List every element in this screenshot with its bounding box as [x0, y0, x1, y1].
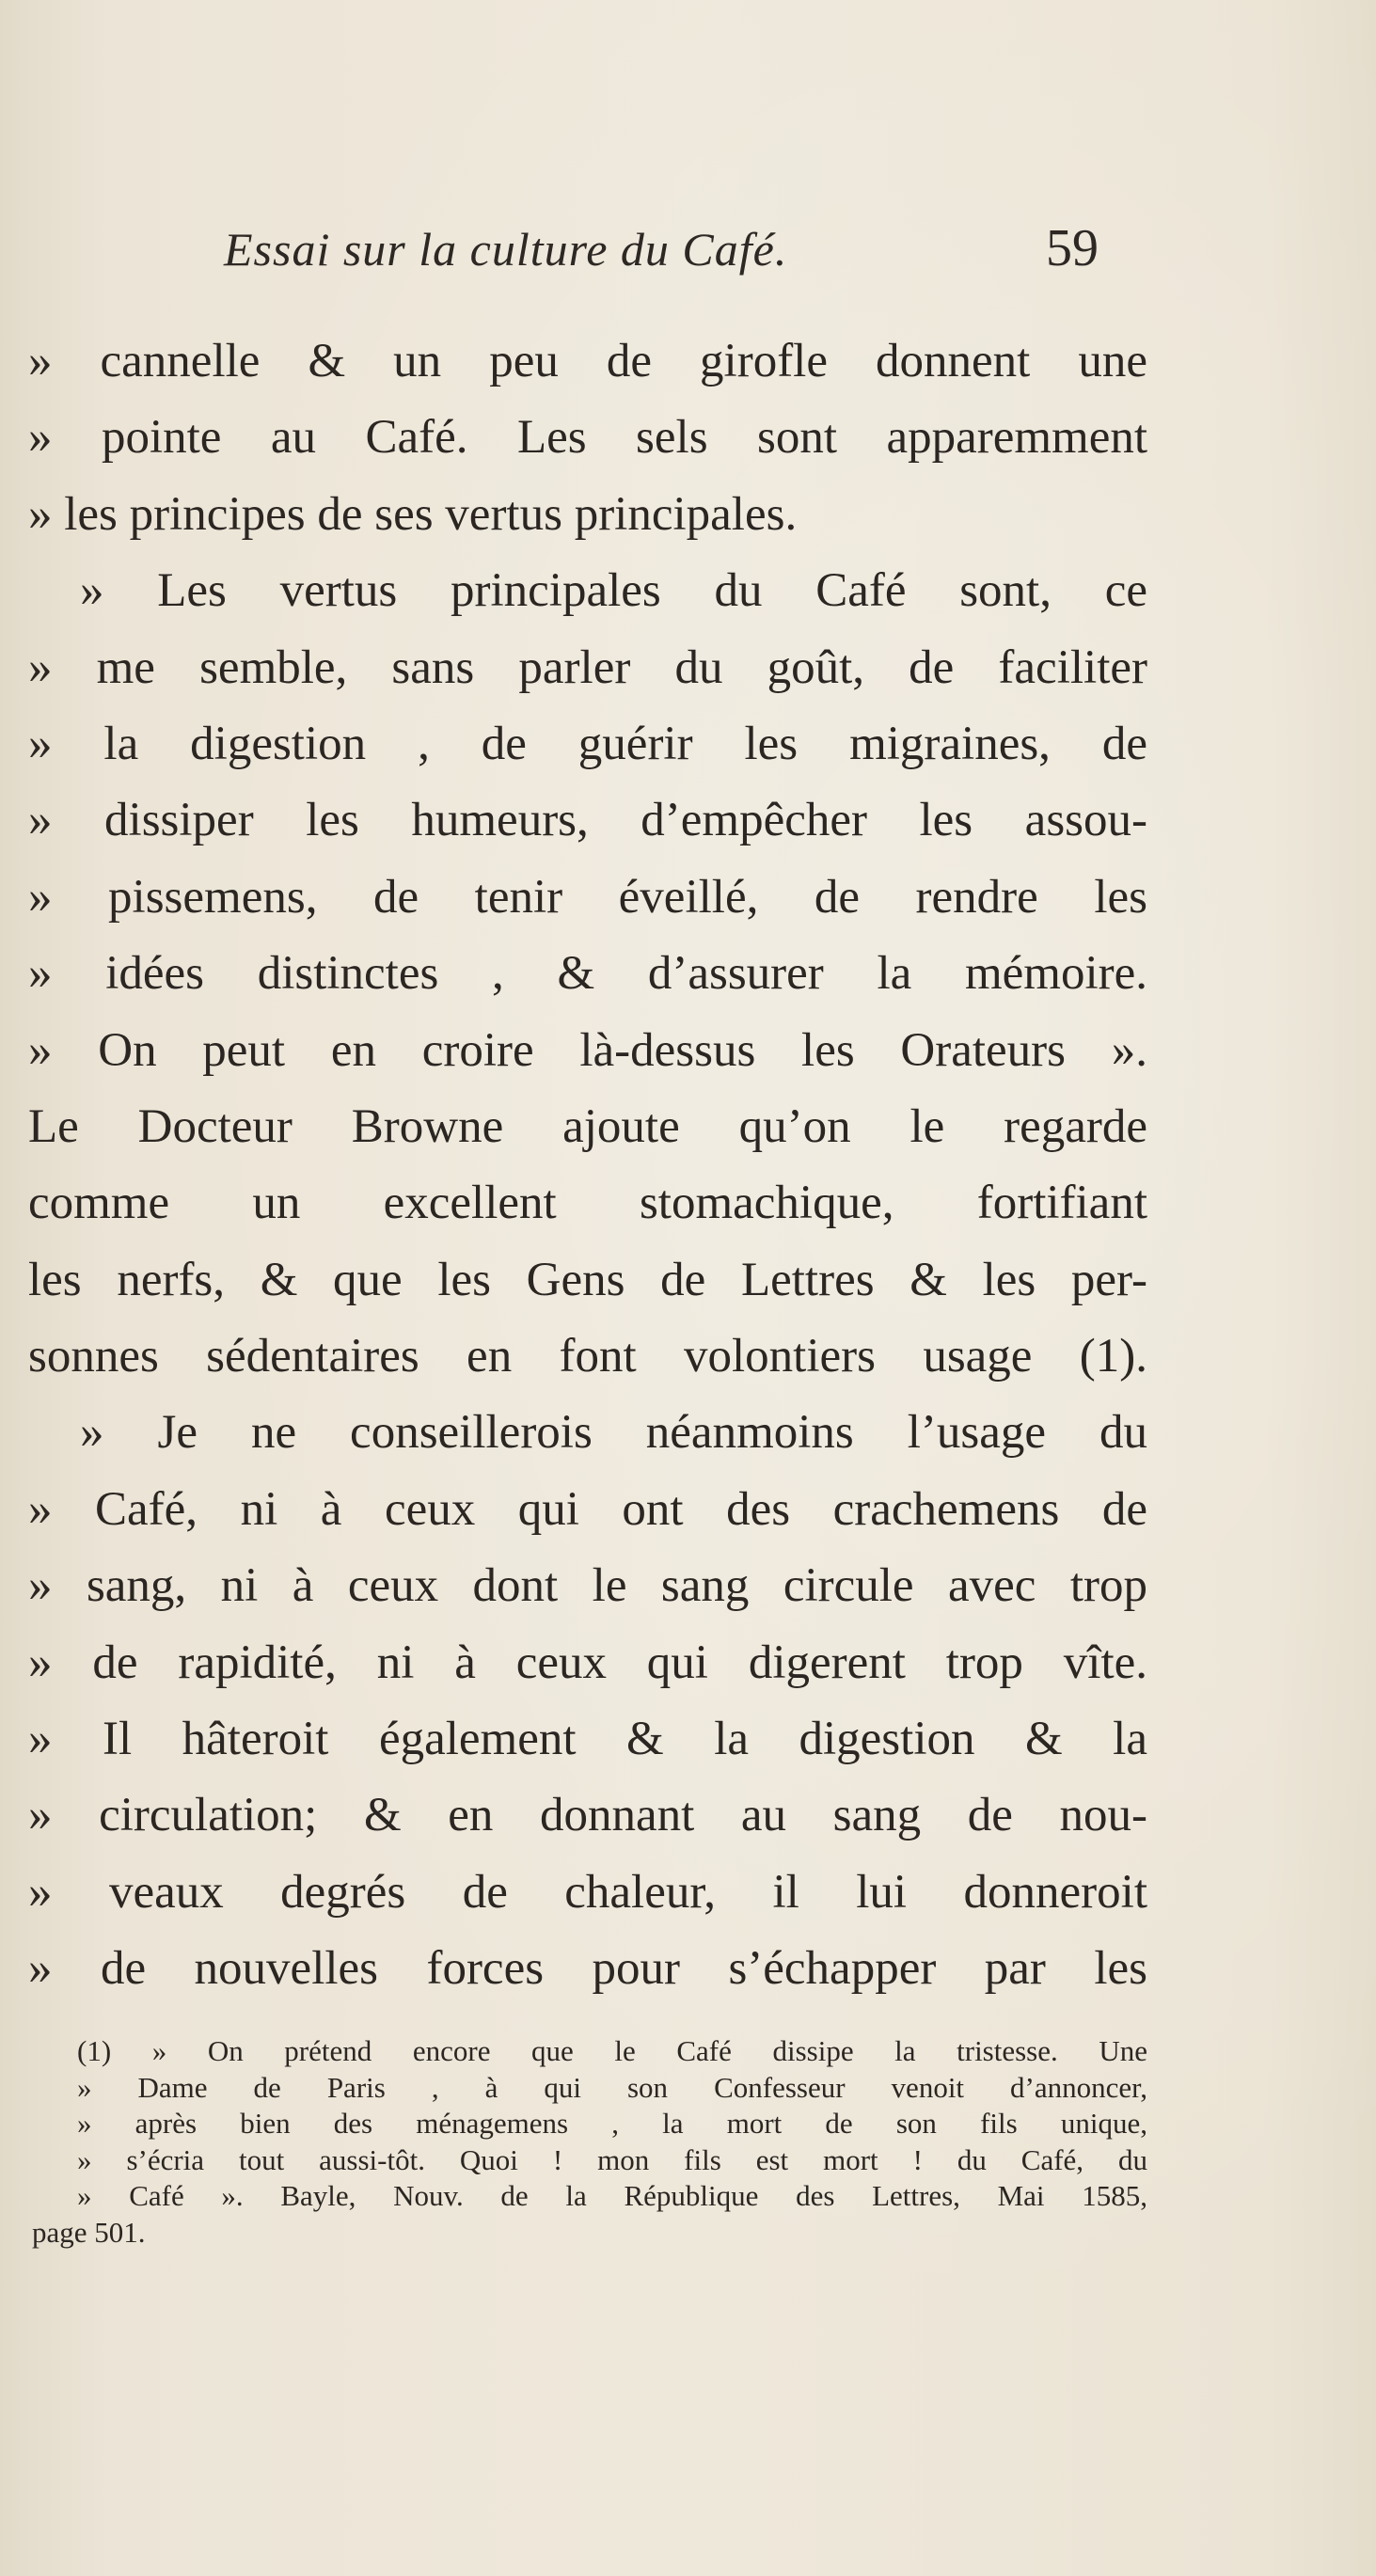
footnote-line: page 501.	[32, 2215, 146, 2249]
text-line: » Je ne conseillerois néanmoins l’usage du	[80, 1406, 1147, 1460]
text-line: » Il hâteroit également & la digestion & la	[28, 1713, 1147, 1766]
text-line: » de nouvelles forces pour s’échapper par les	[28, 1942, 1147, 1996]
text-line: » Les vertus principales du Café sont, ce	[80, 564, 1147, 618]
text-line: » sang, ni à ceux dont le sang circule avec trop	[28, 1559, 1147, 1613]
footnote-line: (1) » On prétend encore que le Café dissipe la tristesse. Une	[77, 2034, 1147, 2067]
body-text	[28, 324, 1147, 2008]
text-line: » de rapidité, ni à ceux qui digerent trop vîte.	[28, 1636, 1147, 1689]
footnote-line: » Dame de Paris , à qui son Confesseur venoit d’annoncer,	[77, 2070, 1147, 2104]
page-number: 59	[1046, 219, 1099, 277]
text-line: » pointe au Café. Les sels sont apparemment	[28, 411, 1147, 465]
running-head: Essai sur la culture du Café.	[224, 223, 788, 276]
text-line: Le Docteur Browne ajoute qu’on le regarde	[28, 1099, 1147, 1153]
text-line: » idées distinctes , & d’assurer la mémoire.	[28, 947, 1147, 1001]
footnote-line: » après bien des ménagemens , la mort de son fils unique,	[77, 2107, 1147, 2140]
text-line: comme un excellent stomachique, fortifiant	[28, 1177, 1147, 1230]
footnote-line: » Café ». Bayle, Nouv. de la République des Lettres, Mai 1585,	[77, 2179, 1147, 2212]
footnote-line: » s’écria tout aussi-tôt. Quoi ! mon fils est mort ! du Café, du	[77, 2142, 1147, 2176]
text-line: » veaux degrés de chaleur, il lui donneroit	[28, 1865, 1147, 1919]
text-line: » Café, ni à ceux qui ont des crachemens de	[28, 1482, 1147, 1536]
footnote	[32, 2033, 1147, 2251]
text-line: » cannelle & un peu de girofle donnent une	[28, 335, 1147, 387]
text-line: les nerfs, & que les Gens de Lettres & les per-	[28, 1253, 1147, 1306]
text-line: » circulation; & en donnant au sang de nou-	[28, 1789, 1147, 1842]
text-line: » On peut en croire là-dessus les Orateurs ».	[28, 1023, 1147, 1077]
text-line: » les principes de ses vertus principales.	[28, 487, 798, 541]
text-line: sonnes sédentaires en font volontiers usage (1).	[28, 1330, 1147, 1383]
text-line: » la digestion , de guérir les migraines, de	[28, 717, 1147, 770]
text-line: » dissiper les humeurs, d’empêcher les assou-	[28, 794, 1147, 847]
text-line: » me semble, sans parler du goût, de faciliter	[28, 640, 1147, 694]
text-line: » pissemens, de tenir éveillé, de rendre les	[28, 870, 1147, 924]
